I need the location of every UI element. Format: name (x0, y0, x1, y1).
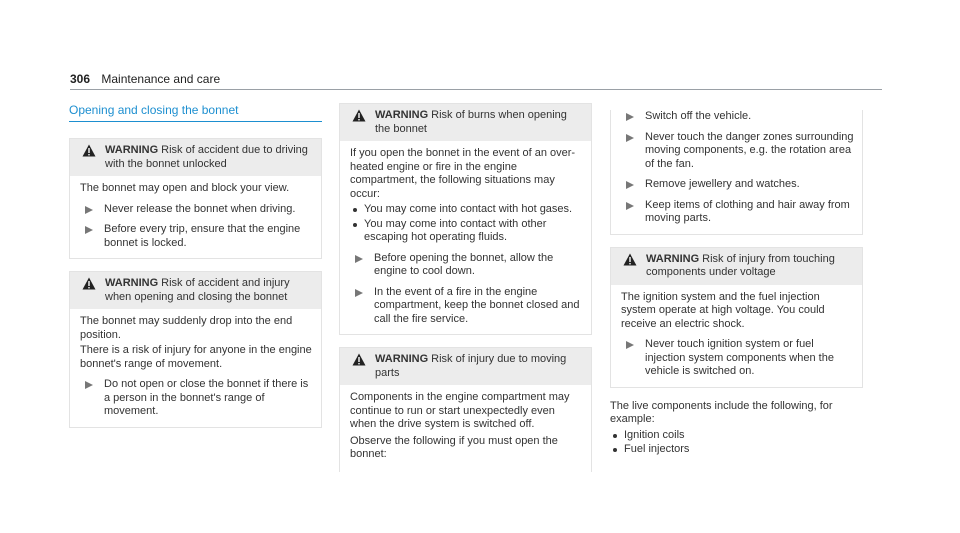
list-item: You may come into contact with other escaping hot operating fluids. (350, 218, 583, 245)
step-text: Switch off the vehicle. (645, 110, 752, 122)
warning-body (340, 141, 591, 334)
list-item: You may come into contact with hot gases. (350, 203, 583, 217)
arrow-right-icon (85, 381, 93, 389)
warning-body (70, 176, 321, 258)
warning-header (70, 272, 321, 309)
step-text: Before every trip, ensure that the engine bonnet is locked. (104, 223, 301, 249)
instruction-step (621, 338, 854, 379)
warning-title: Risk of injury from touching components under voltage (646, 252, 835, 278)
warning-text: The ignition system and the fuel injection system operate at high voltage. You could receive an electric shock. (621, 290, 825, 330)
step-text: In the event of a fire in the engine compartment, keep the bonnet closed and call the fire service. (374, 285, 580, 325)
warning-triangle-icon (623, 253, 637, 266)
warning-title: Risk of accident and injury when opening and closing the bonnet (105, 277, 290, 303)
warning-body (70, 309, 321, 427)
warning-keyword: WARNING (375, 353, 429, 365)
warning-text: If you open the bonnet in the event of an over-heated engine or fire in the engine compartment, the following situations may occur: (350, 147, 576, 200)
warning-triangle-icon (352, 109, 366, 122)
list-item: Ignition coils (610, 429, 863, 443)
instruction-step (80, 203, 313, 217)
live-components-section (610, 400, 863, 457)
warning-box-moving-parts-continued (610, 110, 863, 235)
warning-box-moving-parts (339, 347, 592, 472)
instruction-step (621, 131, 854, 172)
arrow-right-icon (355, 255, 363, 263)
arrow-right-icon (626, 341, 634, 349)
warning-body (611, 285, 862, 387)
step-text: Never release the bonnet when driving. (104, 202, 296, 215)
warning-title: Risk of accident due to driving with the bonnet unlocked (105, 144, 308, 170)
warning-box-voltage (610, 247, 863, 388)
warning-text: The bonnet may open and block your view. (80, 182, 290, 194)
instruction-step (621, 178, 854, 192)
arrow-right-icon (355, 289, 363, 297)
live-components-intro: The live components include the following, for example: (610, 399, 833, 425)
instruction-step (350, 286, 583, 327)
instruction-step (621, 199, 854, 226)
step-text: Remove jewellery and watches. (645, 178, 800, 190)
warning-header (340, 104, 591, 141)
step-text: Never touch ignition system or fuel injection system components when the vehicle is switched on. (645, 338, 834, 377)
warning-box-opening-closing (69, 271, 322, 428)
page-header (70, 72, 220, 86)
instruction-step (621, 110, 854, 124)
arrow-right-icon (85, 226, 93, 234)
arrow-right-icon (626, 134, 634, 142)
warning-triangle-icon (82, 144, 96, 157)
arrow-right-icon (85, 206, 93, 214)
header-divider (70, 89, 882, 90)
warning-text: Observe the following if you must open the bonnet: (350, 434, 558, 460)
warning-body (611, 110, 862, 234)
warning-text: The bonnet may suddenly drop into the end position. (80, 315, 293, 341)
warning-header (340, 348, 591, 385)
warning-body (340, 385, 591, 472)
warning-text: There is a risk of injury for anyone in the engine bonnet's range of movement. (80, 344, 312, 370)
warning-title: Risk of injury due to moving parts (375, 353, 567, 379)
arrow-right-icon (626, 181, 634, 189)
arrow-right-icon (626, 113, 634, 121)
arrow-right-icon (626, 202, 634, 210)
step-text: Keep items of clothing and hair away from moving parts. (645, 198, 850, 224)
column-left (69, 103, 322, 428)
warning-box-burns (339, 103, 592, 335)
step-text: Do not open or close the bonnet if there is a person in the bonnet's range of movement. (104, 378, 309, 417)
chapter-title: Maintenance and care (101, 72, 221, 86)
step-text: Before opening the bonnet, allow the engine to cool down. (374, 251, 554, 277)
warning-header (70, 139, 321, 176)
warning-keyword: WARNING (105, 277, 159, 289)
page-number: 306 (70, 72, 91, 86)
instruction-step (350, 252, 583, 279)
list-item: Fuel injectors (610, 443, 863, 457)
warning-triangle-icon (82, 277, 96, 290)
warning-keyword: WARNING (375, 109, 429, 121)
warning-title: Risk of burns when opening the bonnet (375, 109, 567, 135)
warning-text: Components in the engine compartment may continue to run or start unexpectedly even when the drive system is switched off. (350, 391, 570, 430)
warning-triangle-icon (352, 353, 366, 366)
section-title: Opening and closing the bonnet (69, 103, 322, 122)
column-right (610, 103, 863, 458)
instruction-step (80, 378, 313, 419)
hazard-list (350, 203, 583, 245)
warning-keyword: WARNING (646, 252, 700, 265)
instruction-step (80, 223, 313, 250)
live-components-list (610, 429, 863, 457)
warning-keyword: WARNING (105, 144, 159, 156)
step-text: Never touch the danger zones surrounding moving components, e.g. the rotation area of the fan. (645, 130, 854, 170)
warning-box-driving-unlocked (69, 138, 322, 259)
column-middle (339, 103, 592, 472)
warning-header (611, 248, 862, 285)
